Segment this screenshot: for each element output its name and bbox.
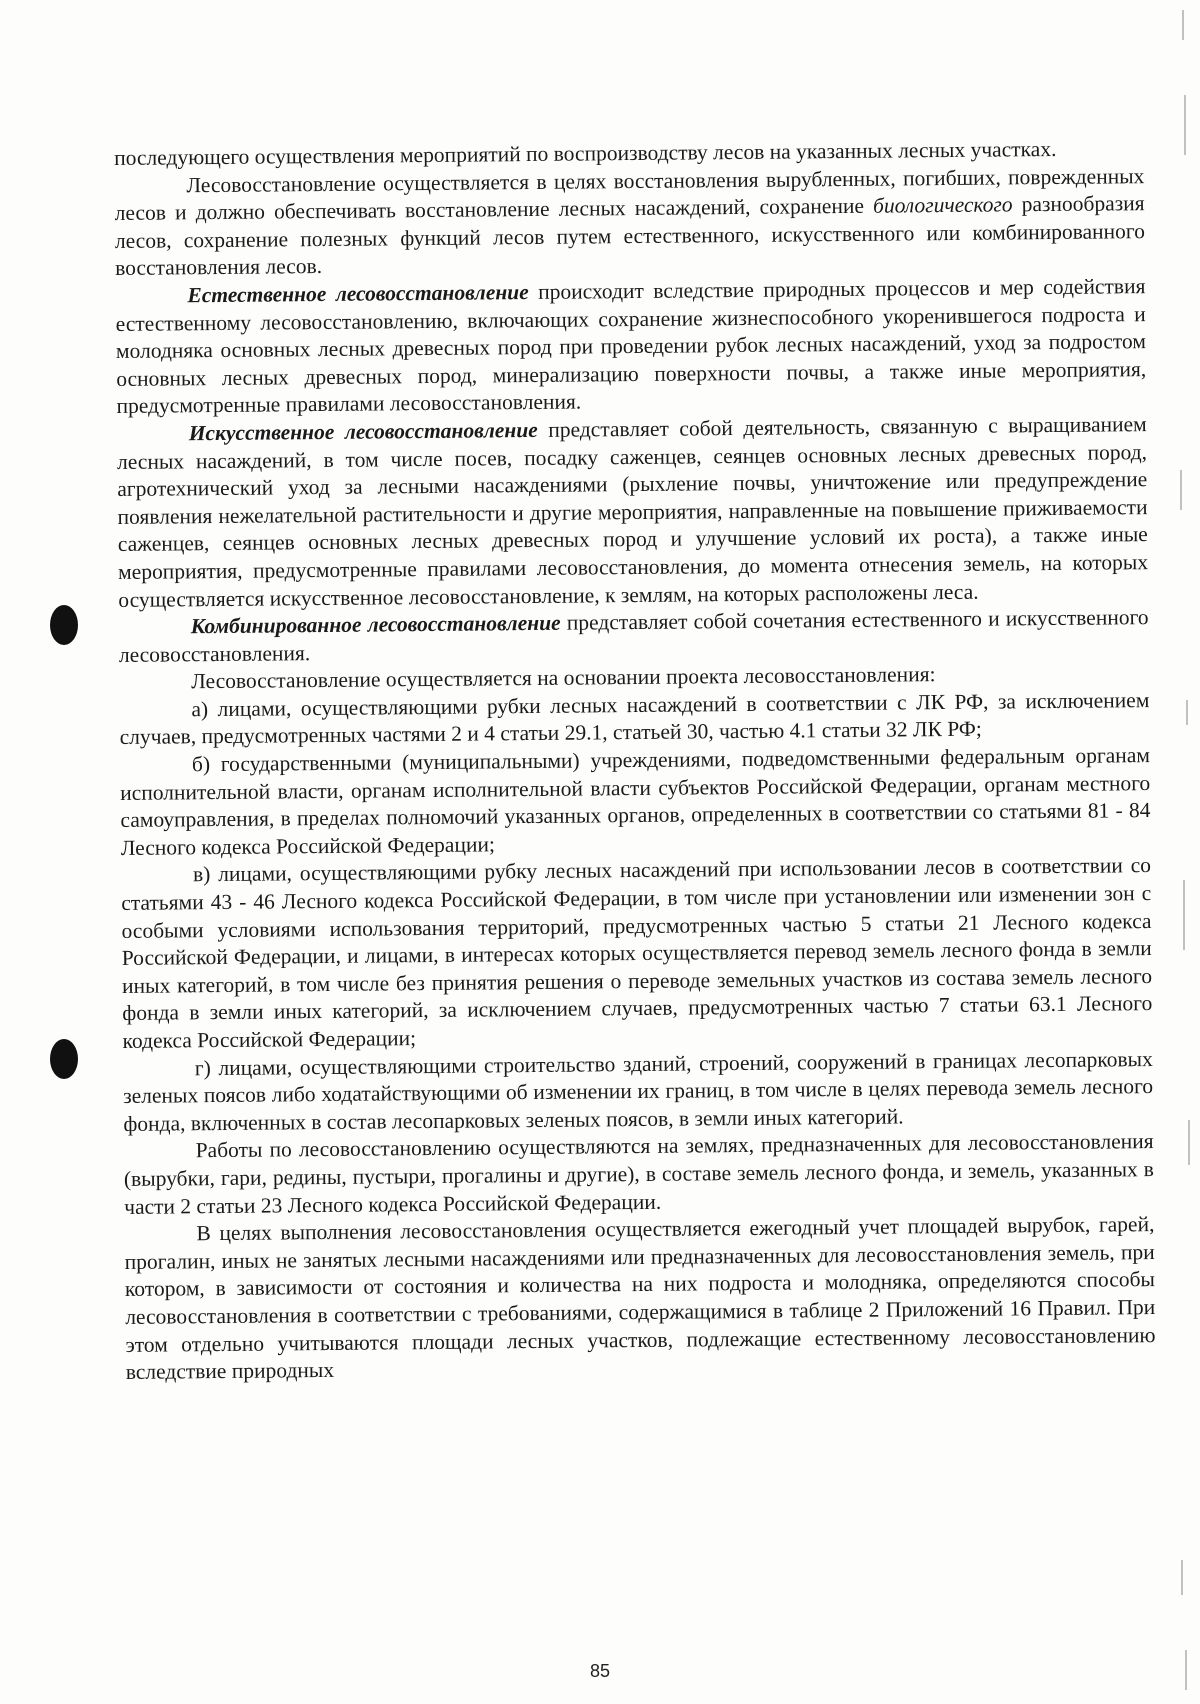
paragraph-reforestation-purpose [114,163,1145,283]
document-body [114,135,1156,1387]
list-item-a: а) лицами, осуществляющими рубки лесных насаждений в соответствии с ЛК РФ, за исключением случаев, предусмотренных частями 2 и 4 статьи 29.1, статьей 30, частью 4.1 статьи 32 ЛК РФ; [119,687,1150,750]
paragraph-text: разнообразия лесов, сохранение полезных функций лесов путем естественного, искусственного или комбинированного восстановления лесов. [114,191,1145,281]
paragraph-annual-accounting: В целях выполнения лесовосстановления осуществляется ежегодный учет площадей вырубок, гарей, прогалин, иных не занятых лесными насаждениями или предназначенных для лесовосстановления земель, при котором, в зависимости от состояния и количества на них подроста и молодняка, определяются способы лесовосстановления в соответствии с требованиями, содержащимися в таблице 2 Приложений 16 Правил. При этом отдельно учитываются площади лесных участков, подлежащие естественному лесовосстановлению вследствие природных [124,1212,1156,1385]
punch-hole [50,1039,78,1079]
paragraph-artificial-reforestation [117,411,1149,614]
paragraph-text: представляет собой сочетания естественного и искусственного лесовосстановления. [118,605,1149,667]
term-combined-reforestation: Комбинированное лесовосстановление [190,610,561,639]
paragraph-text: Лесовосстановление осуществляется в целях восстановления вырубленных, погибших, поврежденных лесов и должно обеспечивать восстановление лесных насаждений, сохранение [114,163,1145,226]
paragraph-text: представляет собой деятельность, связанную с выращиванием лесных насаждений, в том числе посев, посадку саженцев, сеянцев основных лесных древесных пород, агротехнический уход за лесными насаждениями (рыхление почвы, уничтожение или предупреждение появления нежелательной растительности и другие мероприятия, направленные на повышение приживаемости саженцев, сеянцев основных лесных древесных пород и улучшение условий их роста), а также иные мероприятия, предусмотренные правилами лесовосстановления, до момента отнесения земель, на которых осуществляется искусственное лесовосстановление, к землям, на которых расположены леса. [116,412,1149,612]
page-number: 85 [589,1661,611,1681]
list-item-b: б) государственными (муниципальными) учреждениями, подведомственными федеральным органам исполнительной власти, органам исполнительной власти субъектов Российской Федерации, органам местного самоуправления, в пределах полномочий указанных органов, определенных в соответствии со статьями 81 - 84 Лесного кодекса Российской Федерации; [120,743,1151,860]
paragraph-work-lands: Работы по лесовосстановлению осуществляются на землях, предназначенных для лесовосстановления (вырубки, гари, редины, пустыри, прогалины и другие), в составе земель лесного фонда, и земель, указанных в части 2 статьи 23 Лесного кодекса Российской Федерации. [123,1129,1154,1219]
term-artificial-reforestation: Искусственное лесовосстановление [188,417,538,446]
paragraph-natural-reforestation [115,273,1146,421]
paragraph-text: происходит вследствие природных процессов и мер содействия естественному лесовосстановлению, включающих сохранение жизнеспособного укоренившегося подроста и молодняка основных лесных древесных пород при проведении рубок лесных насаждений, уход за подростом основных лесных древесных пород, минерализацию поверхности почвы, а также иные мероприятия, предусмотренные правилами лесовосстановления. [115,274,1147,419]
scan-edge-artifact [1174,0,1200,1704]
term-natural-reforestation: Естественное лесовосстановление [187,279,529,308]
list-item-v: в) лицами, осуществляющими рубку лесных насаждений при использовании лесов в соответствии со статьями 43 - 46 Лесного кодекса Российской Федерации, в том числе при установлении или изменении зон с особыми условиями использования территорий, предусмотренных частью 5 статьи 21 Лесного кодекса Российской Федерации, и лицами, в интересах которых осуществляется перевод земель лесного фонда в земли иных категорий, в том числе без принятия решения о переводе земельных участков из состава земель лесного фонда в земли иных категорий, за исключением случаев, предусмотренных частью 7 статьи 63.1 Лесного кодекса Российской Федерации; [121,853,1153,1053]
italic-word: биологического [872,192,1013,218]
punch-hole [50,605,78,645]
paragraph-continuation: последующего осуществления мероприятий по воспроизводству лесов на указанных лесных участках. [114,136,1057,170]
paragraph-combined-reforestation [119,604,1149,669]
paragraph-project-basis: Лесовосстановление осуществляется на основании проекта лесовосстановления: [191,662,936,694]
list-item-g: г) лицами, осуществляющими строительство зданий, строений, сооружений в границах лесопарковых зеленых поясов либо ходатайствующими об изменении их границ, в том числе в целях перевода земель лесного фонда, включенных в состав лесопарковых зеленых поясов, в земли иных категорий. [123,1046,1154,1136]
